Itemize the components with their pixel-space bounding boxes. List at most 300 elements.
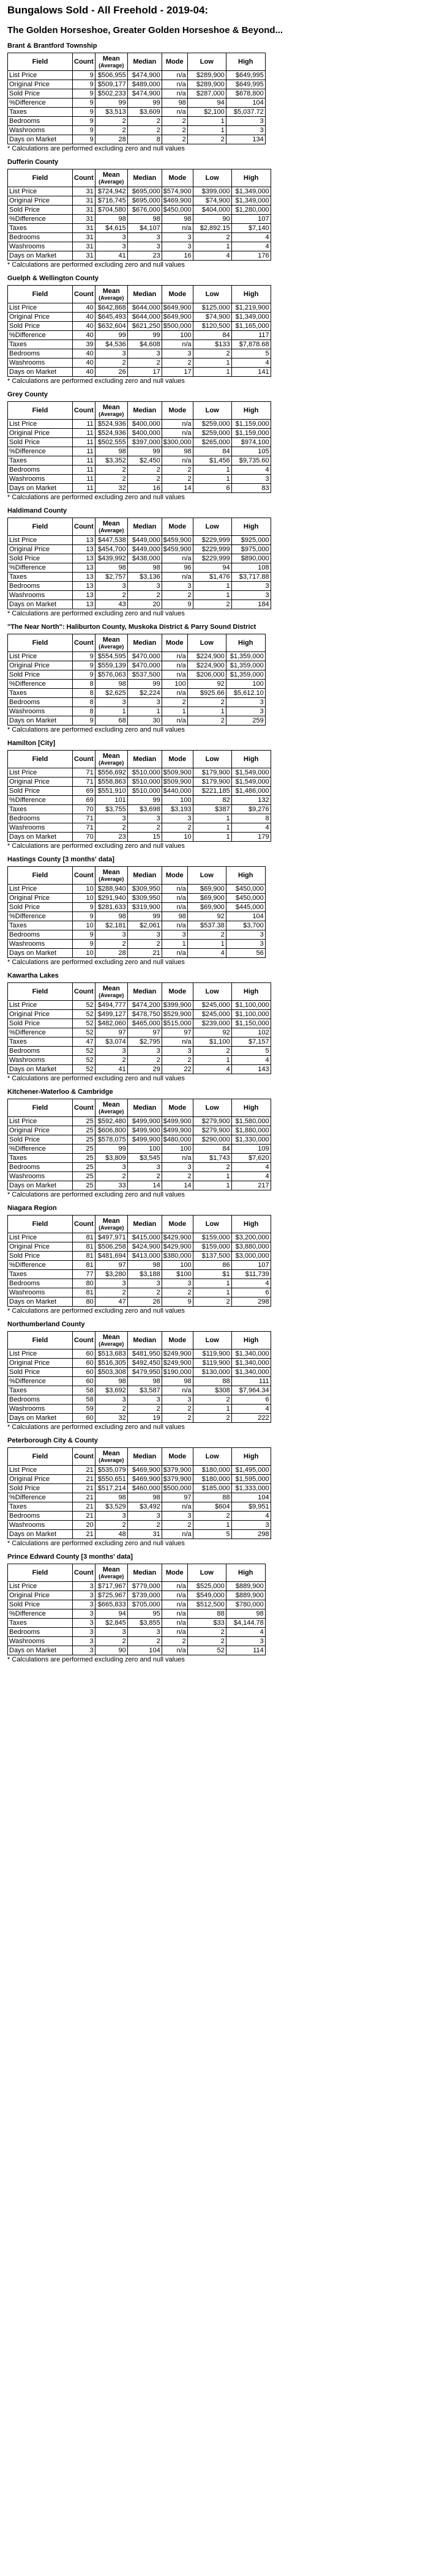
cell-mode: n/a <box>162 89 187 98</box>
row-label: Bedrooms <box>8 1047 73 1056</box>
table-row <box>8 1163 271 1172</box>
column-header-high: High <box>231 286 271 303</box>
cell-mean: 2 <box>95 823 127 833</box>
row-label: List Price <box>8 1117 73 1126</box>
cell-high: 5 <box>231 349 271 358</box>
row-label: Sold Price <box>8 554 73 563</box>
row-label: Washrooms <box>8 242 73 251</box>
table-row <box>8 1252 271 1261</box>
cell-median: $474,900 <box>127 71 162 80</box>
row-label: %Difference <box>8 1261 73 1270</box>
row-label: Original Price <box>8 80 73 89</box>
cell-median: 3 <box>127 1395 162 1405</box>
cell-mean: 28 <box>95 949 127 958</box>
cell-count: 9 <box>73 80 95 89</box>
column-header-mean <box>95 286 127 303</box>
cell-high: $3,717.88 <box>231 573 271 582</box>
cell-median: $676,000 <box>127 206 162 215</box>
cell-mode: n/a <box>162 652 187 661</box>
column-header-mode: Mode <box>162 286 193 303</box>
cell-mode: 98 <box>162 98 187 108</box>
cell-high: 109 <box>231 1145 271 1154</box>
table-row <box>8 591 271 600</box>
column-header-high: High <box>231 1332 271 1349</box>
cell-mode: 14 <box>162 1181 193 1190</box>
row-label: Bedrooms <box>8 1628 73 1637</box>
row-label: Taxes <box>8 921 73 930</box>
cell-low: 94 <box>193 563 231 573</box>
cell-count: 9 <box>73 126 95 135</box>
table-row <box>8 778 271 787</box>
cell-median: $400,000 <box>127 429 162 438</box>
cell-median: 3 <box>127 1047 162 1056</box>
cell-high: $1,165,000 <box>231 322 271 331</box>
column-header-mean-label: Mean <box>102 1217 120 1225</box>
cell-high: $1,150,000 <box>231 1019 271 1028</box>
cell-median: 104 <box>127 1646 162 1655</box>
table-row <box>8 80 266 89</box>
cell-mode: 2 <box>162 1405 193 1414</box>
cell-count: 40 <box>73 358 95 368</box>
table-row <box>8 698 266 707</box>
row-label: List Price <box>8 768 73 778</box>
cell-low: 1 <box>193 591 231 600</box>
cell-median: 8 <box>127 135 162 144</box>
cell-count: 81 <box>73 1242 95 1252</box>
cell-count: 13 <box>73 536 95 545</box>
cell-mode: $300,000 <box>162 438 193 447</box>
column-header-mean-sub: (Average) <box>99 1341 124 1347</box>
cell-mode: n/a <box>162 1619 187 1628</box>
cell-median: 99 <box>127 680 162 689</box>
table-row <box>8 1233 271 1242</box>
cell-median: 3 <box>127 1279 162 1288</box>
cell-high: 298 <box>231 1530 271 1539</box>
cell-count: 71 <box>73 823 95 833</box>
cell-low: 92 <box>187 680 226 689</box>
cell-median: $499,900 <box>127 1126 162 1135</box>
cell-mean: $4,615 <box>95 224 127 233</box>
region-title: Haldimand County <box>7 507 67 514</box>
cell-median: $438,000 <box>127 554 162 563</box>
cell-mode: $190,000 <box>162 1368 193 1377</box>
table-row <box>8 1619 266 1628</box>
cell-median: $478,750 <box>127 1010 162 1019</box>
cell-count: 31 <box>73 187 95 196</box>
column-header-mean-sub: (Average) <box>99 179 124 185</box>
cell-high: 3 <box>226 930 265 940</box>
cell-median: $3,492 <box>127 1502 162 1512</box>
calculation-note: * Calculations are performed excluding zero and null values <box>7 726 185 733</box>
table-row <box>8 823 271 833</box>
cell-low: 2 <box>193 1395 231 1405</box>
row-label: Taxes <box>8 1386 73 1395</box>
row-label: Sold Price <box>8 206 73 215</box>
cell-mean: 2 <box>95 940 127 949</box>
cell-count: 11 <box>73 447 95 456</box>
column-header-mean-label: Mean <box>102 985 120 992</box>
row-label: Bedrooms <box>8 1512 73 1521</box>
cell-count: 60 <box>73 1359 95 1368</box>
table-row <box>8 1530 271 1539</box>
table-row <box>8 930 266 940</box>
column-header-mean <box>95 1099 127 1117</box>
cell-mode: 2 <box>162 698 187 707</box>
cell-high: $1,359,000 <box>226 661 265 670</box>
cell-low: $289,900 <box>187 80 226 89</box>
column-header-field: Field <box>8 634 73 652</box>
cell-mode: 16 <box>162 251 193 261</box>
cell-median: 99 <box>127 98 162 108</box>
region-section-brant-brantford-township <box>7 42 438 153</box>
cell-low: 1 <box>193 1288 231 1297</box>
cell-low: $245,000 <box>193 1010 231 1019</box>
table-row <box>8 1377 271 1386</box>
column-header-mode: Mode <box>162 1332 193 1349</box>
cell-median: 100 <box>127 1145 162 1154</box>
table-row <box>8 1405 271 1414</box>
row-label: %Difference <box>8 912 73 921</box>
row-label: Sold Price <box>8 787 73 796</box>
column-header-field: Field <box>8 1448 73 1466</box>
cell-mode: n/a <box>162 1646 187 1655</box>
cell-median: 99 <box>127 796 162 805</box>
cell-median: 2 <box>127 475 162 484</box>
cell-median: 3 <box>127 582 162 591</box>
row-label: Days on Market <box>8 1297 73 1307</box>
cell-median: 3 <box>127 1628 162 1637</box>
table-row <box>8 903 266 912</box>
cell-high: $1,595,000 <box>231 1475 271 1484</box>
cell-low: 2 <box>193 1163 231 1172</box>
cell-median: 31 <box>127 1530 162 1539</box>
cell-median: 14 <box>127 1181 162 1190</box>
row-label: Original Price <box>8 778 73 787</box>
column-header-median: Median <box>127 983 162 1001</box>
cell-high: $3,700 <box>226 921 265 930</box>
row-label: Original Price <box>8 894 73 903</box>
cell-mean: $3,352 <box>95 456 127 466</box>
calculation-note: * Calculations are performed excluding zero and null values <box>7 1191 185 1198</box>
cell-low: 1 <box>187 940 226 949</box>
cell-low: $259,000 <box>193 429 231 438</box>
cell-high: $3,880,000 <box>231 1242 271 1252</box>
column-header-high: High <box>231 751 271 768</box>
cell-high: $1,219,900 <box>231 303 271 313</box>
cell-high: 3 <box>231 475 271 484</box>
cell-low: $1 <box>193 1270 231 1279</box>
region-section-hamilton-city <box>7 739 438 850</box>
column-header-mode: Mode <box>162 518 193 536</box>
cell-low: $229,999 <box>193 545 231 554</box>
calculation-note: * Calculations are performed excluding zero and null values <box>7 377 185 385</box>
cell-mean: 98 <box>95 1377 127 1386</box>
column-header-median: Median <box>127 518 162 536</box>
cell-mean: 68 <box>95 716 127 726</box>
cell-count: 9 <box>73 912 95 921</box>
cell-median: $3,587 <box>127 1386 162 1395</box>
cell-median: $3,136 <box>127 573 162 582</box>
cell-mode: $499,900 <box>162 1117 193 1126</box>
column-header-high: High <box>226 53 265 71</box>
cell-mode: 1 <box>162 707 187 716</box>
cell-count: 69 <box>73 796 95 805</box>
cell-count: 9 <box>73 89 95 98</box>
cell-high: 104 <box>231 1493 271 1502</box>
calculation-note: * Calculations are performed excluding zero and null values <box>7 610 185 617</box>
column-header-mean-sub: (Average) <box>99 1108 124 1115</box>
cell-median: $3,609 <box>127 108 162 117</box>
cell-low: $69,900 <box>187 903 226 912</box>
column-header-field: Field <box>8 1216 73 1233</box>
cell-median: $695,000 <box>127 187 162 196</box>
cell-low: $33 <box>187 1619 226 1628</box>
cell-count: 52 <box>73 1019 95 1028</box>
cell-mean: $524,936 <box>95 420 127 429</box>
cell-mode: n/a <box>162 921 187 930</box>
cell-high: 298 <box>231 1297 271 1307</box>
cell-mean: $3,074 <box>95 1037 127 1047</box>
column-header-low: Low <box>187 867 226 885</box>
cell-median: $2,450 <box>127 456 162 466</box>
cell-low: $604 <box>193 1502 231 1512</box>
cell-mean: $558,863 <box>95 778 127 787</box>
row-label: Sold Price <box>8 670 73 680</box>
region-section-dufferin-county <box>7 158 438 269</box>
cell-median: 2 <box>127 1637 162 1646</box>
cell-mode: 3 <box>162 1395 193 1405</box>
cell-mean: 48 <box>95 1530 127 1539</box>
cell-low: $2,100 <box>187 108 226 117</box>
cell-mode: $459,900 <box>162 536 193 545</box>
cell-count: 21 <box>73 1475 95 1484</box>
cell-median: 99 <box>127 331 162 340</box>
cell-count: 58 <box>73 1395 95 1405</box>
column-header-median: Median <box>127 1216 162 1233</box>
cell-count: 69 <box>73 787 95 796</box>
column-header-median: Median <box>127 169 162 187</box>
column-header-mean-sub: (Average) <box>99 295 124 301</box>
cell-low: 2 <box>193 1414 231 1423</box>
cell-mean: 33 <box>95 1181 127 1190</box>
cell-mode: $500,000 <box>162 1484 193 1493</box>
table-row <box>8 1475 271 1484</box>
cell-mean: 3 <box>95 1163 127 1172</box>
cell-high: 4 <box>231 823 271 833</box>
column-header-mean-label: Mean <box>102 1101 120 1108</box>
cell-mode: $429,900 <box>162 1233 193 1242</box>
cell-mode: n/a <box>162 429 193 438</box>
row-label: %Difference <box>8 1609 73 1619</box>
cell-high: 3 <box>231 1521 271 1530</box>
cell-low: $1,456 <box>193 456 231 466</box>
table-row <box>8 340 271 349</box>
column-header-mean-sub: (Average) <box>99 411 124 417</box>
table-header-row <box>8 286 271 303</box>
cell-mean: 3 <box>95 1628 127 1637</box>
cell-median: 29 <box>127 1065 162 1074</box>
column-header-mean-label: Mean <box>102 1334 120 1341</box>
cell-low: $279,900 <box>193 1126 231 1135</box>
cell-low: $206,000 <box>187 670 226 680</box>
cell-median: $3,545 <box>127 1154 162 1163</box>
cell-high: $678,800 <box>226 89 265 98</box>
table-row <box>8 206 271 215</box>
row-label: %Difference <box>8 1028 73 1037</box>
cell-count: 3 <box>73 1609 95 1619</box>
table-row <box>8 582 271 591</box>
region-section-haldimand-county <box>7 507 438 618</box>
cell-high: 4 <box>231 1279 271 1288</box>
cell-median: $489,000 <box>127 80 162 89</box>
row-label: Original Price <box>8 545 73 554</box>
table-row <box>8 805 271 814</box>
cell-low: 92 <box>187 912 226 921</box>
cell-low: $130,000 <box>193 1368 231 1377</box>
cell-mean: 41 <box>95 251 127 261</box>
table-row <box>8 652 266 661</box>
cell-low: $180,000 <box>193 1466 231 1475</box>
column-header-low: Low <box>193 983 231 1001</box>
table-row <box>8 187 271 196</box>
table-row <box>8 573 271 582</box>
calculation-note: * Calculations are performed excluding zero and null values <box>7 145 185 152</box>
column-header-median: Median <box>127 1564 162 1582</box>
cell-high: 56 <box>226 949 265 958</box>
column-header-median: Median <box>127 1448 162 1466</box>
table-row <box>8 98 266 108</box>
cell-high: $9,951 <box>231 1502 271 1512</box>
table-row <box>8 940 266 949</box>
row-label: List Price <box>8 1582 73 1591</box>
row-label: Washrooms <box>8 1405 73 1414</box>
cell-mean: $2,845 <box>95 1619 127 1628</box>
column-header-median: Median <box>127 867 162 885</box>
cell-count: 13 <box>73 600 95 609</box>
table-row <box>8 456 271 466</box>
cell-count: 21 <box>73 1530 95 1539</box>
cell-count: 11 <box>73 438 95 447</box>
cell-count: 81 <box>73 1261 95 1270</box>
cell-high: 4 <box>231 1405 271 1414</box>
cell-high: 3 <box>231 591 271 600</box>
cell-count: 9 <box>73 108 95 117</box>
row-label: Bedrooms <box>8 814 73 823</box>
cell-high: $1,549,000 <box>231 778 271 787</box>
cell-median: 2 <box>127 117 162 126</box>
cell-high: $9,276 <box>231 805 271 814</box>
cell-mean: 3 <box>95 1512 127 1521</box>
row-label: Days on Market <box>8 484 73 493</box>
cell-median: $481,950 <box>127 1349 162 1359</box>
cell-mean: $506,258 <box>95 1242 127 1252</box>
cell-mode: $529,900 <box>162 1010 193 1019</box>
cell-high: $450,000 <box>226 885 265 894</box>
table-row <box>8 1484 271 1493</box>
table-row <box>8 484 271 493</box>
cell-high: $890,000 <box>231 554 271 563</box>
row-label: Taxes <box>8 689 73 698</box>
table-header-row <box>8 1564 266 1582</box>
cell-count: 25 <box>73 1126 95 1135</box>
column-header-low: Low <box>193 751 231 768</box>
row-label: Sold Price <box>8 1135 73 1145</box>
row-label: Bedrooms <box>8 1395 73 1405</box>
cell-mode: $100 <box>162 1270 193 1279</box>
cell-count: 60 <box>73 1349 95 1359</box>
table-row <box>8 885 266 894</box>
region-title: Hamilton [City] <box>7 740 56 747</box>
cell-low: 2 <box>187 1637 226 1646</box>
cell-low: 84 <box>193 1145 231 1154</box>
cell-low: $239,000 <box>193 1019 231 1028</box>
cell-mean: 98 <box>95 563 127 573</box>
row-label: List Price <box>8 1466 73 1475</box>
cell-low: $290,000 <box>193 1135 231 1145</box>
cell-mean: 99 <box>95 98 127 108</box>
column-header-mode: Mode <box>162 169 193 187</box>
column-header-mean <box>95 634 127 652</box>
row-label: Original Price <box>8 196 73 206</box>
cell-mean: 32 <box>95 1414 127 1423</box>
calculation-note: * Calculations are performed excluding zero and null values <box>7 959 185 966</box>
cell-mean: 2 <box>95 1056 127 1065</box>
cell-high: $1,359,000 <box>226 652 265 661</box>
cell-median: 15 <box>127 833 162 842</box>
cell-mean: 98 <box>95 1493 127 1502</box>
cell-high: 3 <box>231 582 271 591</box>
cell-count: 39 <box>73 340 95 349</box>
column-header-mode: Mode <box>162 53 187 71</box>
cell-median: 17 <box>127 368 162 377</box>
cell-high: 4 <box>231 466 271 475</box>
cell-count: 13 <box>73 573 95 582</box>
table-row <box>8 1368 271 1377</box>
cell-high: $889,900 <box>226 1582 265 1591</box>
cell-low: 2 <box>193 1047 231 1056</box>
table-row <box>8 1502 271 1512</box>
cell-count: 13 <box>73 545 95 554</box>
cell-count: 52 <box>73 1047 95 1056</box>
cell-count: 77 <box>73 1270 95 1279</box>
stats-table <box>7 401 271 493</box>
cell-mean: 90 <box>95 1646 127 1655</box>
cell-low: $179,900 <box>193 768 231 778</box>
cell-mean: $576,063 <box>95 670 127 680</box>
column-header-mean-sub: (Average) <box>99 992 124 998</box>
cell-count: 3 <box>73 1591 95 1600</box>
table-header-row <box>8 53 266 71</box>
row-label: Days on Market <box>8 1181 73 1190</box>
cell-high: $450,000 <box>226 894 265 903</box>
cell-count: 11 <box>73 475 95 484</box>
cell-count: 20 <box>73 1521 95 1530</box>
column-header-mode: Mode <box>162 1216 193 1233</box>
cell-mode: n/a <box>162 1502 193 1512</box>
table-row <box>8 224 271 233</box>
column-header-mean <box>95 518 127 536</box>
table-row <box>8 1386 271 1395</box>
cell-median: 26 <box>127 1297 162 1307</box>
region-section-peterborough-city-county <box>7 1436 438 1548</box>
cell-high: $7,157 <box>231 1037 271 1047</box>
cell-high: 217 <box>231 1181 271 1190</box>
cell-median: $2,795 <box>127 1037 162 1047</box>
row-label: %Difference <box>8 563 73 573</box>
cell-median: $449,000 <box>127 536 162 545</box>
cell-count: 80 <box>73 1297 95 1307</box>
column-header-field: Field <box>8 1564 73 1582</box>
